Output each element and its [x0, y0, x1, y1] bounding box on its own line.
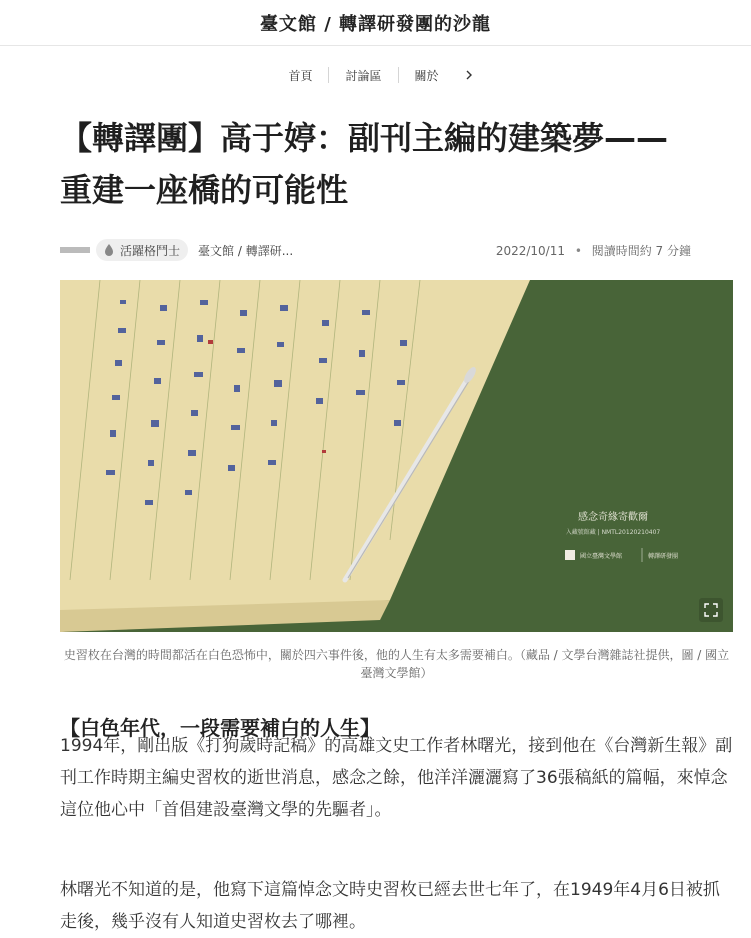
site-nav	[0, 46, 751, 104]
author-link[interactable]: 臺文館 / 轉譯研...	[198, 243, 294, 258]
image-caption: 史習枚在台灣的時間都活在白色恐怖中，關於四六事件後，他的人生有太多需要補白。（藏品 / 文學台灣雜誌社提供，圖 / 國立臺灣文學館）	[63, 648, 730, 680]
read-time: 閱讀時間約 7 分鐘	[591, 243, 691, 258]
article-paragraph: 林曙光不知道的是，他寫下這篇悼念文時史習枚已經去世七年了，在1949年4月6日被抓走後，幾乎沒有人知道史習枚去了哪裡。	[60, 880, 720, 932]
article-title: 【轉譯團】高于婷：副刊主編的建築夢——重建一座橋的可能性	[60, 119, 669, 209]
museum-logo-text: 國立臺灣文學館	[580, 553, 623, 560]
section-heading: 【白色年代，一段需要補白的人生】	[60, 716, 380, 740]
rank-badge[interactable]	[96, 239, 188, 261]
chevron-right-icon[interactable]	[459, 65, 479, 85]
team-logo-text: 轉譯研發團	[648, 553, 679, 560]
badge-label: 活躍格鬥士	[120, 243, 181, 258]
drop-icon	[102, 243, 116, 257]
site-header	[0, 0, 751, 46]
nav-about[interactable]: 關於	[414, 68, 439, 83]
hero-illustration	[60, 280, 733, 632]
hero-overlay-subtitle: 入藏號館藏 | NMTL20120210407	[565, 529, 661, 536]
publish-info	[496, 242, 691, 259]
article-meta	[60, 236, 691, 264]
publisher-logo[interactable]	[60, 243, 90, 257]
meta-separator: •	[574, 243, 582, 258]
site-title[interactable]: 臺文館 / 轉譯研發團的沙龍	[259, 13, 492, 35]
hero-image[interactable]	[60, 280, 733, 632]
expand-icon[interactable]	[699, 598, 723, 622]
article-paragraph: 1994年，剛出版《打狗歲時記稿》的高雄文史工作者林曙光，接到他在《台灣新生報》副刊工作時期主編史習枚的逝世消息，感念之餘，他洋洋灑灑寫了36張稿紙的篇幅，來悼念這位他心中「首倡建設臺灣文學的先驅者」。	[60, 736, 733, 820]
publish-date: 2022/10/11	[495, 243, 565, 258]
nav-home[interactable]: 首頁	[288, 68, 313, 83]
hero-overlay-title: 感念奇緣寄歡爾	[578, 512, 648, 523]
nav-forum[interactable]: 討論區	[345, 68, 382, 83]
